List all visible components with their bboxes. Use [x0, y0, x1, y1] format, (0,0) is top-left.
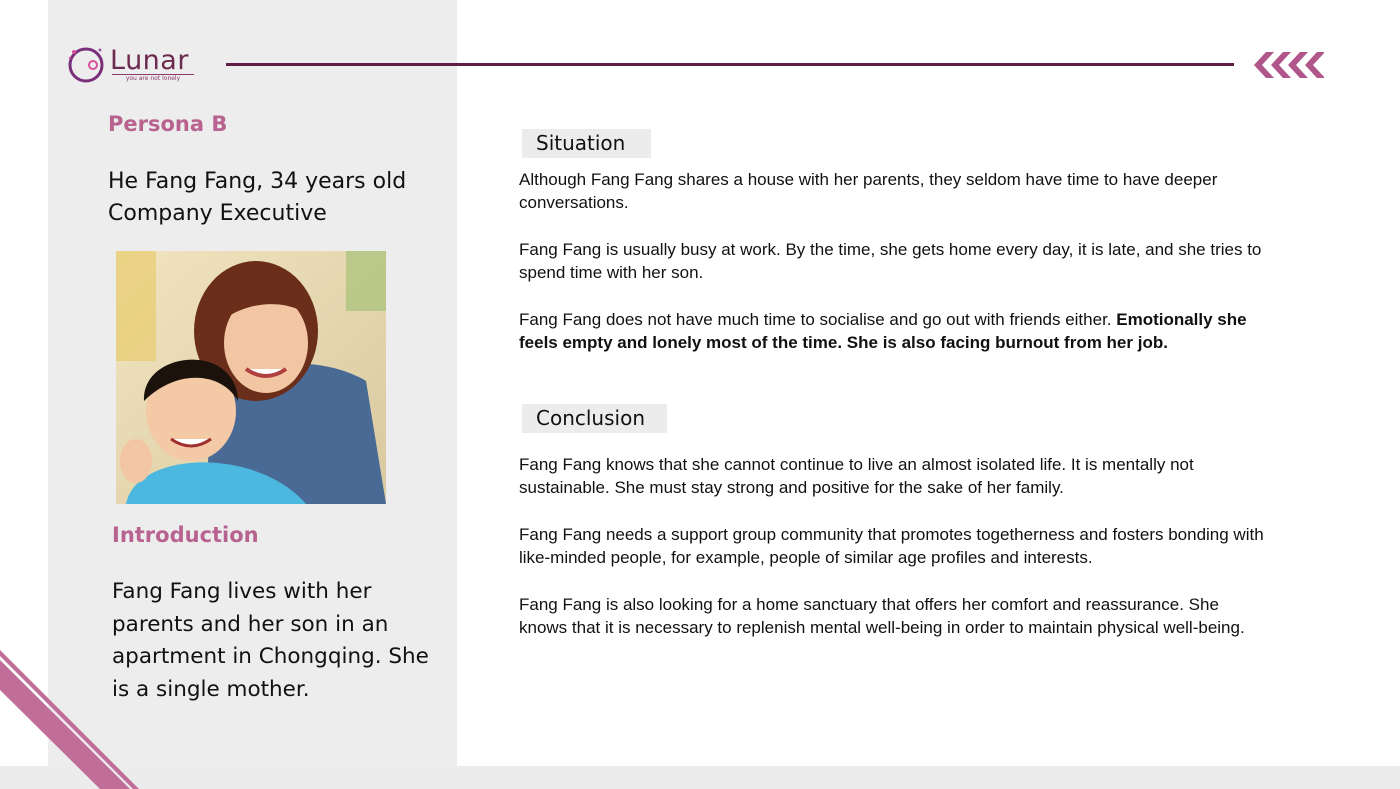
- bottom-strip: [0, 766, 1400, 789]
- persona-photo: [116, 251, 386, 504]
- situation-paragraph-1: Although Fang Fang shares a house with her parents, they seldom have time to have deeper conversations.: [519, 170, 1218, 212]
- situation-heading: Situation: [522, 129, 651, 158]
- header-divider: [226, 63, 1234, 66]
- conclusion-paragraph-1: Fang Fang knows that she cannot continue to live an almost isolated life. It is mentally not sustainable. She must stay strong and positive for the sake of her family.: [519, 455, 1194, 497]
- situation-paragraph-3-plain: Fang Fang does not have much time to socialise and go out with friends either.: [519, 310, 1117, 329]
- mother-and-son-photo-icon: [116, 251, 386, 504]
- introduction-text: Fang Fang lives with her parents and her son in an apartment in Chongqing. She is a single mother.: [112, 579, 429, 702]
- situation-paragraph-2: Fang Fang is usually busy at work. By the time, she gets home every day, it is late, and she tries to spend time with her son.: [519, 240, 1262, 282]
- persona-occupation: Company Executive: [108, 201, 327, 226]
- brand-name: Lunar: [110, 45, 189, 76]
- moon-orbit-icon: [66, 44, 106, 84]
- persona-label: Persona B: [108, 112, 228, 136]
- situation-paragraph-3-emphasis: Emotionally she feels empty and lonely most of the time. She is also facing burnout from her job.: [519, 310, 1247, 352]
- situation-paragraph-3: [519, 308, 1289, 354]
- conclusion-paragraph-3: Fang Fang is also looking for a home sanctuary that offers her comfort and reassurance. She knows that it is necessary to replenish mental well-being in order to maintain physical well-being.: [519, 595, 1245, 637]
- back-chevrons-icon[interactable]: [1252, 52, 1324, 78]
- introduction-label: Introduction: [112, 523, 259, 547]
- persona-name: [108, 166, 438, 230]
- conclusion-paragraph-2: Fang Fang needs a support group community that promotes togetherness and fosters bonding with like-minded people, for example, people of similar age profiles and interests.: [519, 525, 1264, 567]
- conclusion-heading: Conclusion: [522, 404, 667, 433]
- brand-tagline: you are not lonely: [112, 74, 194, 83]
- persona-name-age: He Fang Fang, 34 years old: [108, 169, 407, 194]
- lunar-logo: [66, 44, 201, 86]
